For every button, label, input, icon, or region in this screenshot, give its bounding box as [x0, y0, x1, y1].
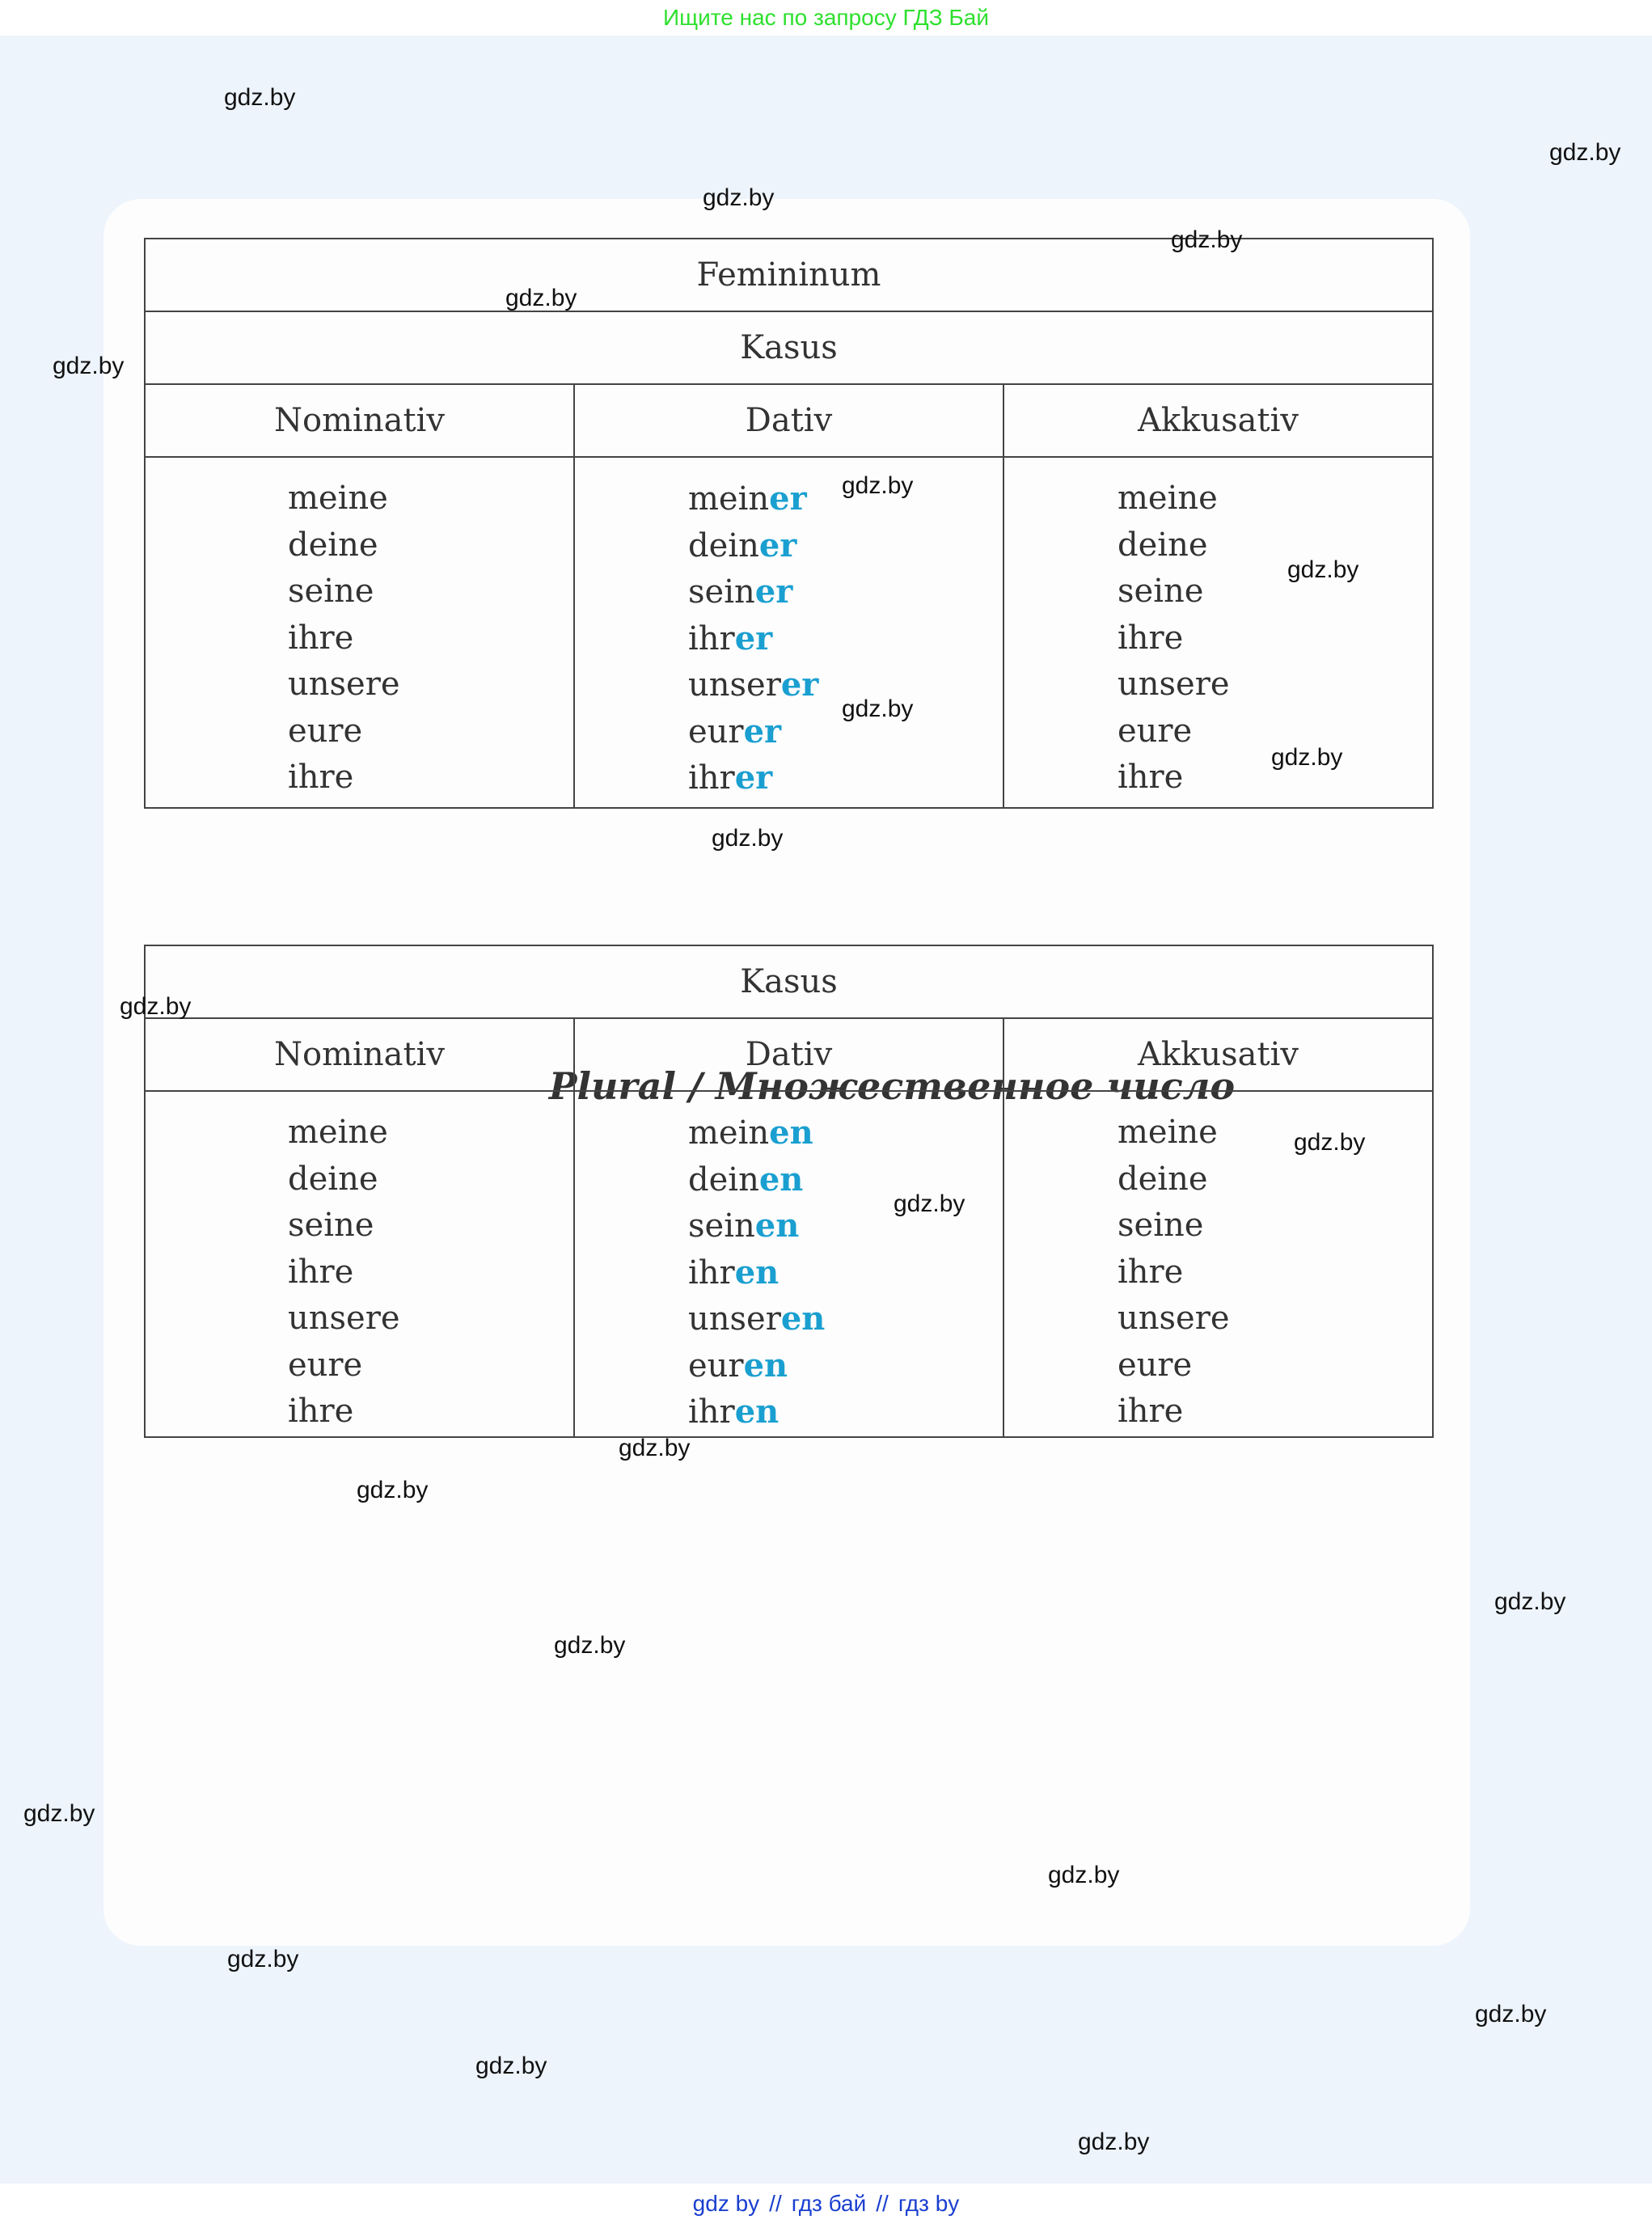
- word-stem: eur: [688, 1347, 744, 1385]
- table-title: Femininum: [145, 239, 1433, 311]
- footer-separator: //: [876, 2191, 889, 2216]
- list-item: seine: [288, 1207, 374, 1244]
- list-item: meine: [1118, 1114, 1218, 1151]
- watermark: gdz.by: [505, 285, 577, 311]
- list-item: ihre: [288, 1253, 354, 1291]
- word-stem: dein: [688, 526, 759, 564]
- watermark: gdz.by: [357, 1477, 429, 1503]
- watermark: gdz.by: [1271, 744, 1343, 771]
- list-item: ihre: [1118, 1393, 1184, 1430]
- list-item: ihre: [288, 1393, 354, 1430]
- word-ending: er: [780, 666, 819, 704]
- watermark: gdz.by: [1287, 556, 1359, 583]
- watermark: gdz.by: [1475, 2001, 1547, 2027]
- word-list: [575, 1092, 1003, 1435]
- watermark: gdz.by: [842, 472, 914, 499]
- word-stem: mein: [688, 1114, 770, 1152]
- banner-text: Ищите нас по запросу ГДЗ Бай: [662, 5, 990, 30]
- akkusativ-cell: [1003, 1091, 1433, 1437]
- list-item: deine: [1118, 526, 1208, 564]
- nominativ-cell: [145, 1091, 574, 1437]
- watermark: gdz.by: [712, 825, 784, 852]
- footer-link-gdz-by[interactable]: gdz by: [692, 2191, 760, 2216]
- footer-link-gdz-bai[interactable]: гдз бай: [791, 2191, 867, 2216]
- watermark: gdz.by: [1494, 1588, 1566, 1615]
- list-item: eure: [288, 712, 363, 750]
- word-stem: ihr: [688, 759, 735, 797]
- word-stem: mein: [688, 480, 770, 518]
- word-stem: sein: [688, 573, 755, 611]
- list-item: [688, 522, 1003, 569]
- list-item: ihre: [1118, 759, 1184, 796]
- list-item: ihre: [1118, 1253, 1184, 1291]
- watermark: gdz.by: [224, 84, 296, 111]
- word-stem: ihr: [688, 619, 735, 657]
- list-item: deine: [1118, 1160, 1208, 1198]
- list-item: eure: [288, 1346, 363, 1384]
- word-ending: en: [743, 1346, 788, 1385]
- top-banner: [0, 0, 1652, 36]
- watermark: gdz.by: [1549, 139, 1621, 166]
- watermark: gdz.by: [1048, 1862, 1120, 1888]
- word-ending: er: [734, 619, 773, 657]
- list-item: meine: [288, 480, 388, 517]
- list-item: unsere: [1118, 1300, 1230, 1337]
- table-subtitle: Kasus: [145, 945, 1433, 1018]
- list-item: unsere: [288, 666, 400, 703]
- list-item: [688, 615, 1003, 662]
- watermark: gdz.by: [1078, 2129, 1150, 2155]
- watermark: gdz.by: [619, 1435, 691, 1461]
- column-header-akkusativ: Akkusativ: [1003, 1018, 1433, 1091]
- list-item: seine: [288, 573, 374, 610]
- watermark: gdz.by: [1171, 226, 1243, 253]
- akkusativ-cell: [1003, 457, 1433, 808]
- watermark: gdz.by: [842, 696, 914, 722]
- list-item: eure: [1118, 1346, 1193, 1384]
- watermark: gdz.by: [120, 993, 192, 1020]
- word-stem: ihr: [688, 1393, 735, 1431]
- column-header-dativ: Dativ: [574, 1018, 1003, 1091]
- list-item: [688, 755, 1003, 801]
- dativ-cell: [574, 457, 1003, 808]
- watermark: gdz.by: [703, 184, 775, 211]
- list-item: [688, 1389, 1003, 1435]
- column-header-dativ: Dativ: [574, 384, 1003, 457]
- list-item: unsere: [288, 1300, 400, 1337]
- plural-table: [144, 945, 1434, 1438]
- word-stem: ihr: [688, 1254, 735, 1292]
- watermark: gdz.by: [23, 1800, 95, 1827]
- watermark: gdz.by: [554, 1632, 626, 1659]
- word-ending: en: [758, 1160, 804, 1199]
- list-item: meine: [1118, 480, 1218, 517]
- word-stem: dein: [688, 1161, 759, 1199]
- word-ending: en: [780, 1300, 826, 1338]
- word-stem: sein: [688, 1207, 755, 1245]
- column-header-akkusativ: Akkusativ: [1003, 384, 1433, 457]
- word-ending: er: [743, 712, 782, 750]
- word-list: [146, 458, 573, 801]
- watermark: gdz.by: [894, 1190, 965, 1217]
- word-stem: unser: [688, 1300, 781, 1338]
- list-item: [688, 1296, 1003, 1342]
- column-header-nominativ: Nominativ: [145, 384, 574, 457]
- list-item: ihre: [288, 619, 354, 657]
- watermark: gdz.by: [53, 353, 125, 379]
- footer-links: [0, 2184, 1652, 2224]
- watermark: gdz.by: [475, 2053, 547, 2079]
- column-header-nominativ: Nominativ: [145, 1018, 574, 1091]
- watermark: gdz.by: [227, 1946, 299, 1972]
- list-item: seine: [1118, 573, 1204, 610]
- word-ending: en: [769, 1114, 813, 1152]
- word-list: [1004, 458, 1432, 801]
- footer-separator: //: [769, 2191, 782, 2216]
- table-subtitle: Kasus: [145, 311, 1433, 384]
- list-item: deine: [288, 526, 378, 564]
- word-stem: unser: [688, 666, 781, 704]
- word-ending: en: [734, 1253, 780, 1292]
- list-item: ihre: [288, 759, 354, 796]
- plural-heading: Plural / Множественное число: [548, 1064, 1236, 1108]
- word-list: [1004, 1092, 1432, 1435]
- list-item: ihre: [1118, 619, 1184, 657]
- word-stem: eur: [688, 712, 744, 750]
- list-item: unsere: [1118, 666, 1230, 703]
- list-item: [688, 1110, 1003, 1156]
- list-item: seine: [1118, 1207, 1204, 1244]
- list-item: deine: [288, 1160, 378, 1198]
- watermark: gdz.by: [1294, 1129, 1366, 1156]
- word-ending: er: [754, 573, 793, 611]
- femininum-table: [144, 238, 1434, 809]
- nominativ-cell: [145, 457, 574, 808]
- word-list: [575, 458, 1003, 801]
- dativ-cell: [574, 1091, 1003, 1437]
- word-list: [146, 1092, 573, 1435]
- word-ending: en: [734, 1393, 780, 1431]
- word-ending: er: [769, 480, 807, 518]
- list-item: eure: [1118, 712, 1193, 750]
- word-ending: en: [754, 1207, 800, 1245]
- list-item: [688, 1249, 1003, 1296]
- list-item: [688, 569, 1003, 615]
- word-ending: er: [734, 759, 773, 797]
- list-item: meine: [288, 1114, 388, 1151]
- footer-link-gdz-by-mixed[interactable]: гдз by: [898, 2191, 960, 2216]
- list-item: [688, 1342, 1003, 1389]
- word-ending: er: [758, 526, 797, 564]
